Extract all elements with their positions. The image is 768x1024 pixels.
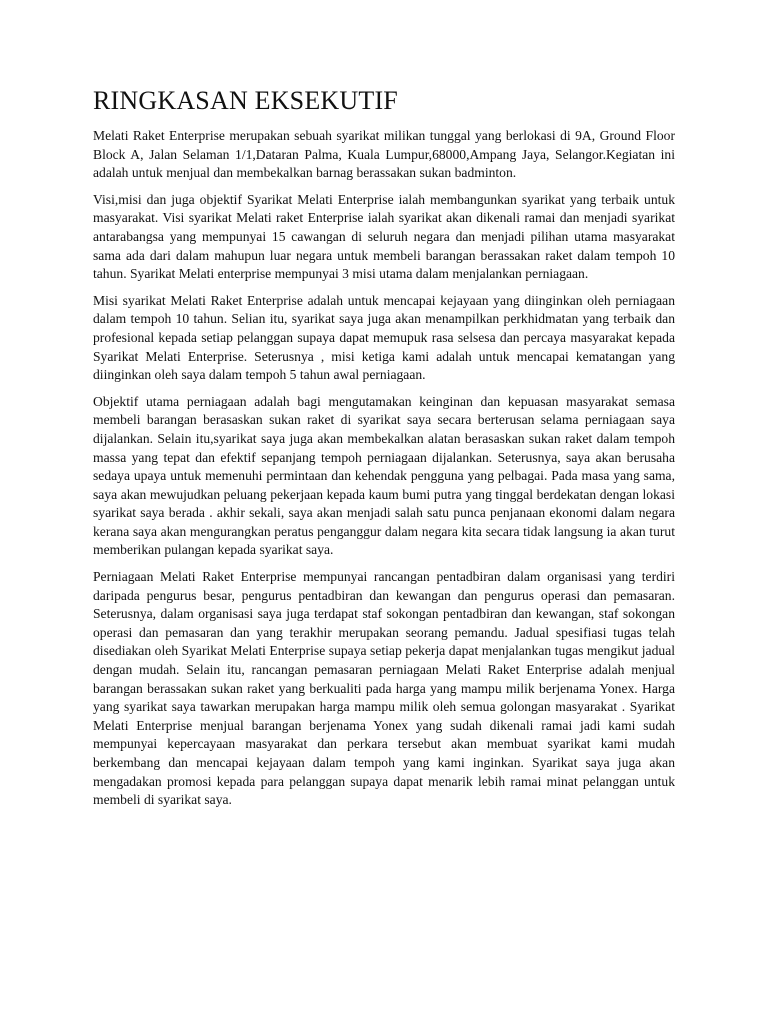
paragraph-vision: Visi,misi dan juga objektif Syarikat Melati Enterprise ialah membangunkan syarikat yang terbaik untuk masyarakat. Visi syarikat Melati raket Enterprise ialah syarikat akan dikenali ramai dan menjadi syarikat antarabangsa yang mempunyai 15 cawangan di seluruh negara dan menjadi pilihan utama masyarakat sama ada dari dalam mahupun luar negara untuk membeli barangan berassakan raket dalam tempoh 10 tahun. Syarikat Melati enterprise mempunyai 3 misi utama dalam menjalankan perniagaan. <box>93 191 675 282</box>
paragraph-company-overview: Melati Raket Enterprise merupakan sebuah syarikat milikan tunggal yang berlokasi di 9A, Ground Floor Block A, Jalan Selaman 1/1,Dataran Palma, Kuala Lumpur,68000,Ampang Jaya, Selangor.Kegiatan ini adalah untuk menjual dan membekalkan barnag berassakan sukan badminton. <box>93 128 675 181</box>
document-page <box>93 86 675 818</box>
paragraph-organization-marketing: Perniagaan Melati Raket Enterprise mempunyai rancangan pentadbiran dalam organisasi yang terdiri daripada pengurus besar, pengurus pentadbiran dan kewangan dan pengurus operasi dan pemasaran. Seterusnya, dalam organisasi saya juga terdapat staf sokongan pentadbiran dan kewangan, staf sokongan operasi dan pemasaran dan yang terakhir merupakan seorang pemandu. Jadual spesifiasi tugas telah disediakan oleh Syarikat Melati Enterprise supaya setiap pekerja dapat menjalankan tugas mengikut jadual dengan mudah. Selain itu, rancangan pemasaran perniagaan Melati Raket Enterprise adalah menjual barangan berassakan sukan raket yang berkualiti pada harga yang mampu milik berjenama Yonex. Harga yang syarikat saya tawarkan merupakan harga mampu milik oleh semua golongan masyarakat . Syarikat Melati Enterprise menjual barangan berjenama Yonex yang sudah dikenali ramai jadi kami sudah mempunyai kepercayaan masyarakat dan perkara tersebut akan membuat syarikat kami mudah berkembang dan mencapai kejayaan dalam tempoh yang kami inginkan. Syarikat saya juga akan mengadakan promosi kepada para pelanggan supaya dapat menarik lebih ramai minat pelanggan untuk membeli di syarikat saya. <box>93 569 675 808</box>
document-title: RINGKASAN EKSEKUTIF <box>93 86 398 115</box>
paragraph-mission: Misi syarikat Melati Raket Enterprise adalah untuk mencapai kejayaan yang diinginkan oleh perniagaan dalam tempoh 10 tahun. Selian itu, syarikat saya juga akan menampilkan perkhidmatan yang terbaik dan profesional kepada setiap pelanggan supaya dapat memupuk rasa selsesa dan percaya masyarakat kepada Syarikat Melati Enterprise. Seterusnya , misi ketiga kami adalah untuk mencapai kematangan yang diinginkan oleh saya dalam tempoh 5 tahun awal perniagaan. <box>93 292 675 383</box>
paragraph-objectives: Objektif utama perniagaan adalah bagi mengutamakan keinginan dan kepuasan masyarakat semasa membeli barangan berasaskan sukan raket di syarikat saya secara berterusan selama perniagaan saya dijalankan. Selain itu,syarikat saya juga akan membekalkan alatan berasaskan sukan raket dalam tempoh massa yang tepat dan efektif sepanjang tempoh perniagaan dijalankan. Seterusnya, saya akan berusaha sedaya upaya untuk memenuhi permintaan dan kehendak pengguna yang pelbagai. Pada masa yang sama, saya akan mewujudkan peluang pekerjaan kepada kaum bumi putra yang tinggal berdekatan dengan lokasi syarikat saya berada . akhir sekali, saya akan menjadi salah satu punca penjanaan ekonomi dalam negara kerana saya akan mengurangkan peratus penganggur dalam negara kita secara tidak langsung ia akan turut memberikan pulangan kepada syarikat saya. <box>93 393 675 558</box>
